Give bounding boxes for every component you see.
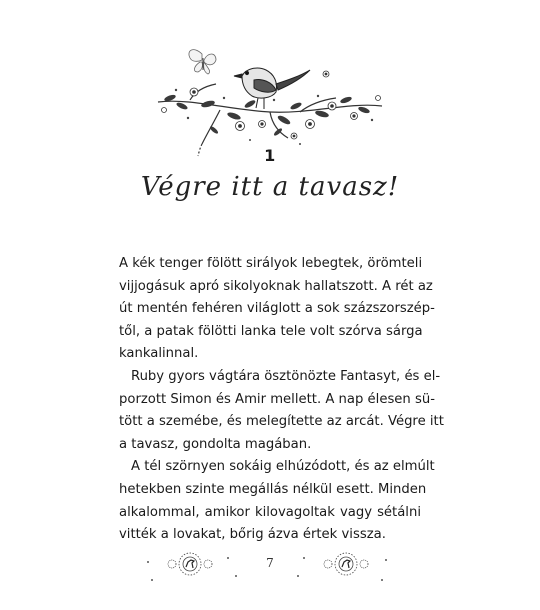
page-number: 7 — [266, 556, 274, 570]
text-line: hetekben szinte megállás nélkül esett. Minden — [119, 481, 427, 497]
paragraph — [119, 366, 444, 456]
bird-branch-illustration — [150, 40, 390, 160]
chapter-title: Végre itt a tavasz! — [140, 172, 400, 202]
text-line: A kék tenger fölött sirályok lebegtek, örömteli — [119, 256, 423, 271]
text-line: vitték a lovakat, bőrig ázva értek vissza. — [119, 527, 386, 543]
text-line: porzott Simon és Amir mellett. A nap élesen sü- — [119, 391, 435, 407]
text-line: út mentén fehéren világlott a sok százszorszép- — [119, 301, 435, 317]
paragraph — [119, 456, 435, 546]
text-line: alkalommal, amikor kilovagoltak vagy sétálni — [119, 504, 421, 520]
text-line: Ruby gyors vágtára ösztönözte Fantasyt, és el- — [131, 368, 441, 384]
text-line: tött a szemébe, és melegítette az arcát. Végre itt — [119, 414, 444, 430]
leaf-icon — [164, 94, 371, 137]
chapter-body — [119, 253, 444, 547]
text-line: a tavasz, gondolta magában. — [119, 436, 312, 452]
bud-icon — [175, 89, 373, 145]
text-line: kankalinnal. — [119, 346, 199, 362]
text-line: től, a patak fölötti lanka tele volt szórva sárga — [119, 323, 423, 339]
paragraph — [119, 253, 435, 366]
chapter-number: 1 — [264, 146, 276, 165]
text-line: A tél szörnyen sokáig elhúzódott, és az elmúlt — [131, 459, 435, 475]
text-line: vijjogásuk apró sikolyoknak hallatszott. A rét az — [119, 278, 433, 294]
butterfly-icon — [189, 50, 216, 74]
